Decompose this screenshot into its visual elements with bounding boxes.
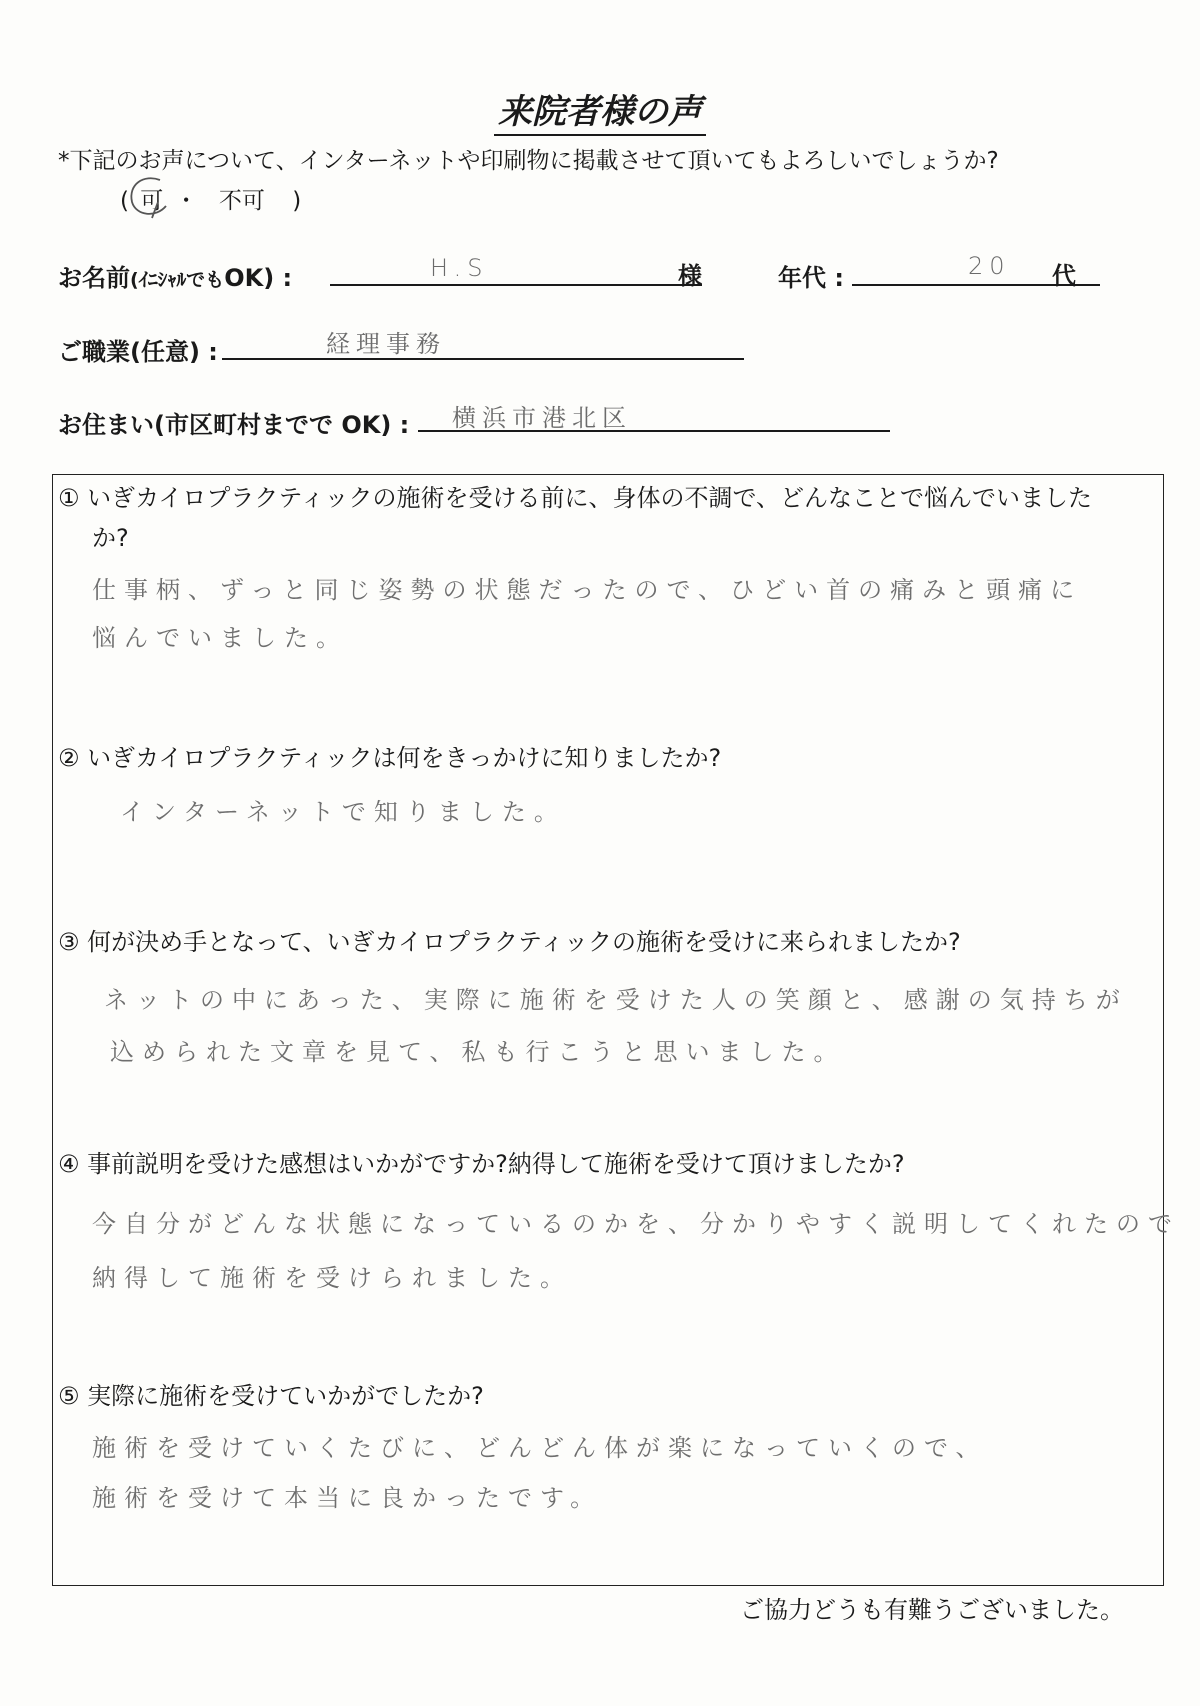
name-field[interactable] — [330, 254, 702, 286]
answer-5-line2: 施術を受けて本当に良かったです。 — [92, 1484, 603, 1512]
name-note: (ｲﾆｼｬﾙでも — [130, 269, 225, 291]
consent-close-paren: ) — [292, 188, 302, 214]
job-label: ご職業(任意) : — [58, 338, 218, 366]
name-suffix: 様 — [678, 262, 702, 290]
consent-question: *下記のお声について、インターネットや印刷物に掲載させて頂いてもよろしいでしょうか? — [58, 148, 999, 174]
consent-option-no[interactable]: 不可 — [218, 188, 265, 214]
consent-separator: ・ — [174, 188, 198, 214]
address-value: 横浜市港北区 — [452, 404, 632, 432]
answer-4-line1: 今自分がどんな状態になっているのかを、分かりやすく説明してくれたので — [92, 1210, 1180, 1238]
page-title-text: 来院者様の声 — [494, 92, 706, 136]
question-2-line1: ② いぎカイロプラクティックは何をきっかけに知りましたか? — [58, 744, 722, 772]
answer-5-line1: 施術を受けていくたびに、どんどん体が楽になっていくので、 — [92, 1434, 988, 1462]
address-label: お住まい(市区町村までで OK) : — [58, 411, 410, 439]
age-value: 20 — [968, 252, 1011, 280]
job-field[interactable] — [222, 328, 744, 360]
consent-open-paren: ( — [120, 188, 129, 214]
name-label-text: お名前 — [58, 264, 130, 292]
age-suffix: 代 — [1052, 262, 1076, 290]
question-1-line2: か? — [92, 524, 129, 552]
name-note-ok: OK) : — [224, 264, 293, 292]
name-label — [58, 258, 292, 293]
consent-option-yes[interactable] — [136, 182, 167, 215]
answer-1-line1: 仕事柄、ずっと同じ姿勢の状態だったので、ひどい首の痛みと頭痛に — [92, 576, 1083, 604]
answer-2-line1: インターネットで知りました。 — [120, 798, 566, 826]
page-title — [0, 84, 1200, 133]
consent-option-yes-label: 可 — [140, 188, 164, 214]
question-3-line1: ③ 何が決め手となって、いぎカイロプラクティックの施術を受けに来られましたか? — [58, 928, 961, 956]
answer-1-line2: 悩んでいました。 — [92, 624, 348, 652]
answer-3-line1: ネットの中にあった、実際に施術を受けた人の笑顔と、感謝の気持ちが — [104, 986, 1128, 1014]
question-5-line1: ⑤ 実際に施術を受けていかがでしたか? — [58, 1382, 484, 1410]
job-value: 経理事務 — [326, 330, 446, 358]
answer-4-line2: 納得して施術を受けられました。 — [92, 1264, 572, 1292]
answer-3-line2: 込められた文章を見て、私も行こうと思いました。 — [110, 1038, 846, 1066]
consent-options — [120, 182, 301, 215]
question-1-line1: ① いぎカイロプラクティックの施術を受ける前に、身体の不調で、どんなことで悩んでいました — [58, 484, 1093, 512]
question-4-line1: ④ 事前説明を受けた感想はいかがですか?納得して施術を受けて頂けましたか? — [58, 1150, 905, 1178]
age-label: 年代 : — [778, 264, 844, 292]
thanks-message: ご協力どうも有難うございました。 — [740, 1596, 1124, 1624]
name-value: H.S — [430, 254, 489, 282]
